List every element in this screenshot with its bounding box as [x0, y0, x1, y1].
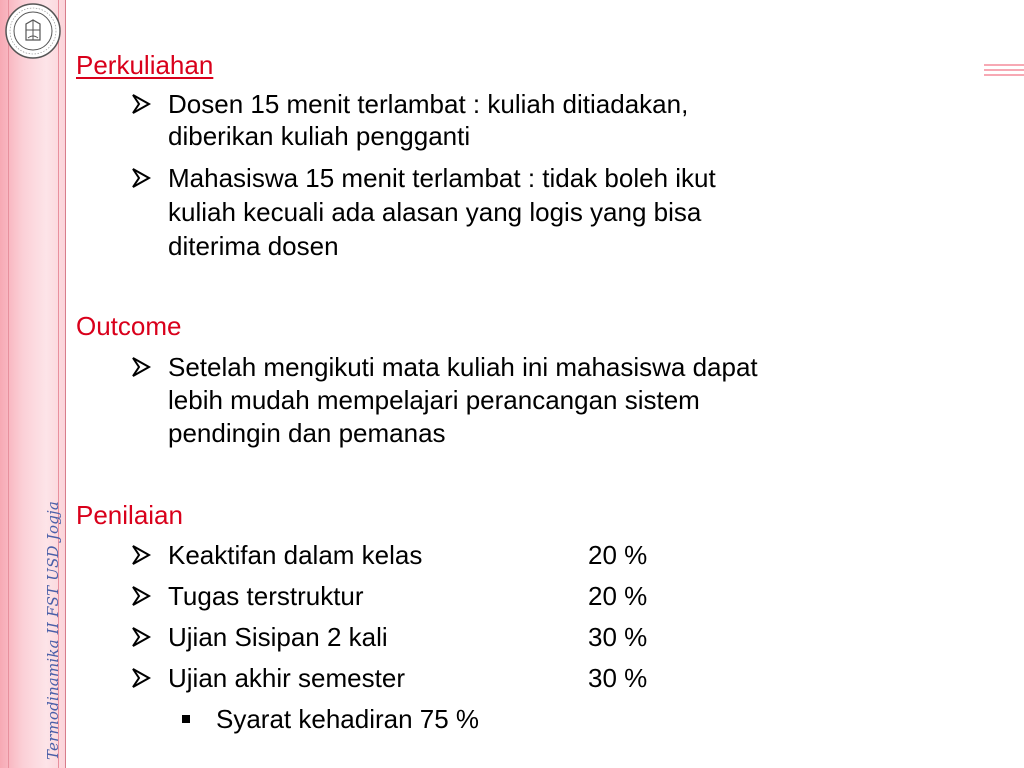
arrow-bullet-icon — [130, 580, 156, 612]
list-item-text: diterima dosen — [168, 231, 339, 261]
decorative-lines — [984, 64, 1024, 79]
list-item-text: diberikan kuliah pengganti — [168, 121, 471, 151]
sidebar-stripe — [8, 0, 9, 768]
grade-value: 30 % — [588, 663, 648, 693]
grade-label: Keaktifan dalam kelas — [168, 540, 423, 570]
list-item-text: Setelah mengikuti mata kuliah ini mahasiswa dapat — [168, 352, 758, 382]
sidebar-edge — [65, 0, 66, 768]
square-bullet-icon — [182, 715, 190, 723]
grade-value: 20 % — [588, 581, 648, 611]
university-seal-icon — [4, 2, 62, 60]
grade-value: 30 % — [588, 622, 648, 652]
attendance-note-text: Syarat kehadiran 75 % — [216, 704, 480, 734]
list-item-text: pendingin dan pemanas — [168, 418, 446, 448]
grade-label: Ujian akhir semester — [168, 663, 405, 693]
heading-perkuliahan: Perkuliahan — [76, 50, 214, 80]
arrow-bullet-icon — [130, 621, 156, 653]
list-item-text: lebih mudah mempelajari perancangan sistem — [168, 385, 700, 415]
arrow-bullet-icon — [130, 162, 156, 194]
grade-label: Tugas terstruktur — [168, 581, 364, 611]
arrow-bullet-icon — [130, 88, 156, 120]
heading-penilaian: Penilaian — [76, 500, 183, 530]
list-item-text: kuliah kecuali ada alasan yang logis yang bisa — [168, 197, 702, 227]
course-footer-text: Termodinamika II FST USD Jogja — [44, 501, 62, 760]
arrow-bullet-icon — [130, 539, 156, 571]
arrow-bullet-icon — [130, 351, 156, 383]
heading-outcome: Outcome — [76, 311, 182, 341]
list-item-text: Mahasiswa 15 menit terlambat : tidak boleh ikut — [168, 163, 716, 193]
list-item-text: Dosen 15 menit terlambat : kuliah ditiadakan, — [168, 89, 689, 119]
grade-value: 20 % — [588, 540, 648, 570]
grade-label: Ujian Sisipan 2 kali — [168, 622, 388, 652]
arrow-bullet-icon — [130, 662, 156, 694]
